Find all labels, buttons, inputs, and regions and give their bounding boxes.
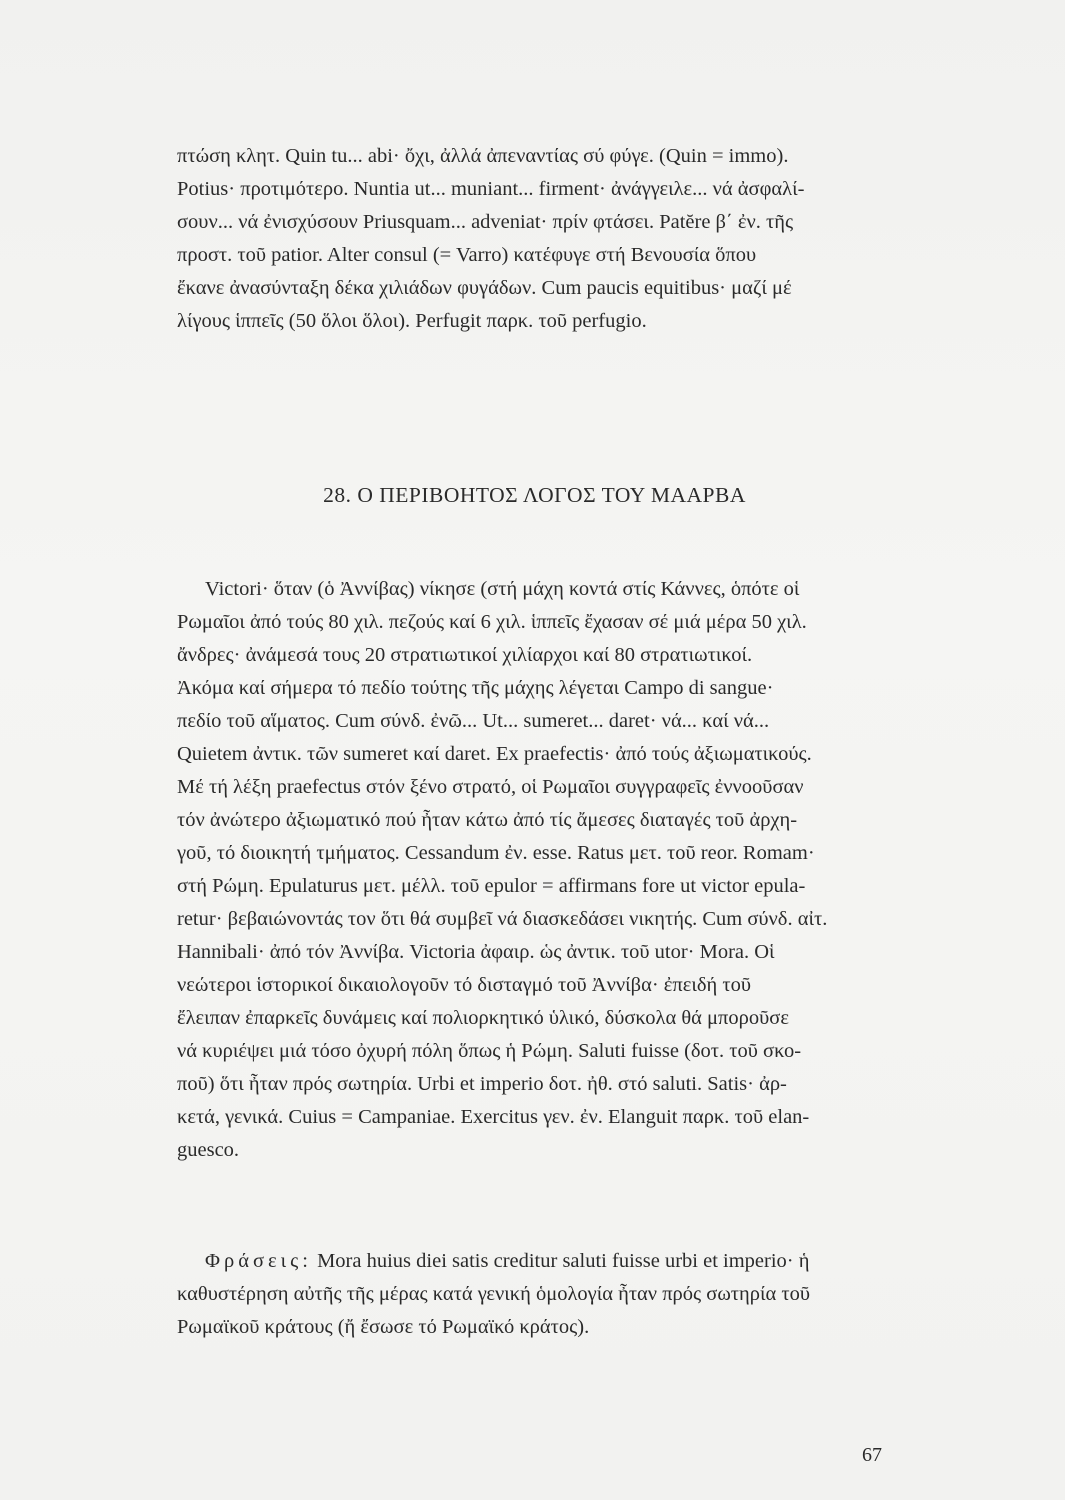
phrases-line-rest: Mora huius diei satis creditur saluti fuisse urbi et imperio· ἡ xyxy=(311,1250,810,1272)
top-paragraph xyxy=(177,140,892,338)
text-line: προστ. τοῦ patior. Alter consul (= Varro) κατέφυγε στή Βενουσία ὅπου xyxy=(177,244,757,266)
text-line: κετά, γενικά. Cuius = Campaniae. Exercitus γεν. ἐν. Elanguit παρκ. τοῦ elan- xyxy=(177,1106,810,1128)
text-line: ἔκανε ἀνασύνταξη δέκα χιλιάδων φυγάδων. Cum paucis equitibus· μαζί μέ xyxy=(177,277,792,299)
text-line: Victori· ὅταν (ὁ Ἀννίβας) νίκησε (στή μάχη κοντά στίς Κάννες, ὁπότε οἱ xyxy=(205,578,800,600)
text-line: τόν ἀνώτερο ἀξιωματικό πού ἦταν κάτω ἀπό τίς ἄμεσες διαταγές τοῦ ἀρχη- xyxy=(177,809,798,831)
phrases-label: Φράσεις: xyxy=(205,1250,312,1272)
text-line: Ἀκόμα καί σήμερα τό πεδίο τούτης τῆς μάχης λέγεται Campo di sangue· xyxy=(177,677,774,699)
text-line: ἄνδρες· ἀνάμεσά τους 20 στρατιωτικοί χιλίαρχοι καί 80 στρατιωτικοί. xyxy=(177,644,753,666)
text-line xyxy=(177,1245,892,1278)
text-line: retur· βεβαιώνοντάς τον ὅτι θά συμβεῖ νά διασκεδάσει νικητής. Cum σύνδ. αἰτ. xyxy=(177,908,828,930)
phrases-paragraph xyxy=(177,1245,892,1344)
text-line: ἔλειπαν ἐπαρκεῖς δυνάμεις καί πολιορκητικό ὑλικό, δύσκολα θά μποροῦσε xyxy=(177,1007,789,1029)
text-line: λίγους ἱππεῖς (50 ὅλοι ὅλοι). Perfugit παρκ. τοῦ perfugio. xyxy=(177,310,647,332)
text-line: καθυστέρηση αὐτῆς τῆς μέρας κατά γενική ὁμολογία ἦταν πρός σωτηρία τοῦ xyxy=(177,1283,811,1305)
main-paragraph xyxy=(177,573,892,1167)
text-line: νά κυριέψει μιά τόσο ὀχυρή πόλη ὅπως ἡ Ρώμη. Saluti fuisse (δοτ. τοῦ σκο- xyxy=(177,1040,802,1062)
text-line: Ρωμαῖοι ἀπό τούς 80 χιλ. πεζούς καί 6 χιλ. ἱππεῖς ἔχασαν σέ μιά μέρα 50 χιλ. xyxy=(177,611,807,633)
text-line: ποῦ) ὅτι ἦταν πρός σωτηρία. Urbi et imperio δοτ. ἠθ. στό saluti. Satis· ἀρ- xyxy=(177,1073,787,1095)
text-line: Hannibali· ἀπό τόν Ἀννίβα. Victoria ἀφαιρ. ὡς ἀντικ. τοῦ utor· Mora. Οἱ xyxy=(177,941,775,963)
text-line: guesco. xyxy=(177,1139,240,1161)
text-line: Ρωμαϊκοῦ κράτους (ἤ ἔσωσε τό Ρωμαϊκό κράτος). xyxy=(177,1316,590,1338)
text-line: πτώση κλητ. Quin tu... abi· ὄχι, ἀλλά ἀπεναντίας σύ φύγε. (Quin = immo). xyxy=(177,145,789,167)
text-line: σουν... νά ἐνισχύσουν Priusquam... adveniat· πρίν φτάσει. Patĕre β΄ ἐν. τῆς xyxy=(177,211,794,233)
text-line: Potius· προτιμότερο. Nuntia ut... muniant... firment· ἀνάγγειλε... νά ἀσφαλί- xyxy=(177,178,805,200)
text-line: Μέ τή λέξη praefectus στόν ξένο στρατό, οἱ Ρωμαῖοι συγγραφεῖς ἐννοοῦσαν xyxy=(177,776,804,798)
text-line: νεώτεροι ἱστορικοί δικαιολογοῦν τό δισταγμό τοῦ Ἀννίβα· ἐπειδή τοῦ xyxy=(177,974,751,996)
page-number: 67 xyxy=(862,1444,882,1466)
text-line: Quietem ἀντικ. τῶν sumeret καί daret. Ex praefectis· ἀπό τούς ἀξιωματικούς. xyxy=(177,743,812,765)
text-line: πεδίο τοῦ αἵματος. Cum σύνδ. ἐνῶ... Ut... sumeret... daret· νά... καί νά... xyxy=(177,710,770,732)
text-line: γοῦ, τό διοικητή τμήματος. Cessandum ἐν. esse. Ratus μετ. τοῦ reor. Romam· xyxy=(177,842,815,864)
text-line: στή Ρώμη. Epulaturus μετ. μέλλ. τοῦ epulor = affirmans fore ut victor epula- xyxy=(177,875,806,897)
section-heading: 28. Ο ΠΕΡΙΒΟΗΤΟΣ ΛΟΓΟΣ ΤΟΥ ΜΑΑΡΒΑ xyxy=(323,483,746,507)
